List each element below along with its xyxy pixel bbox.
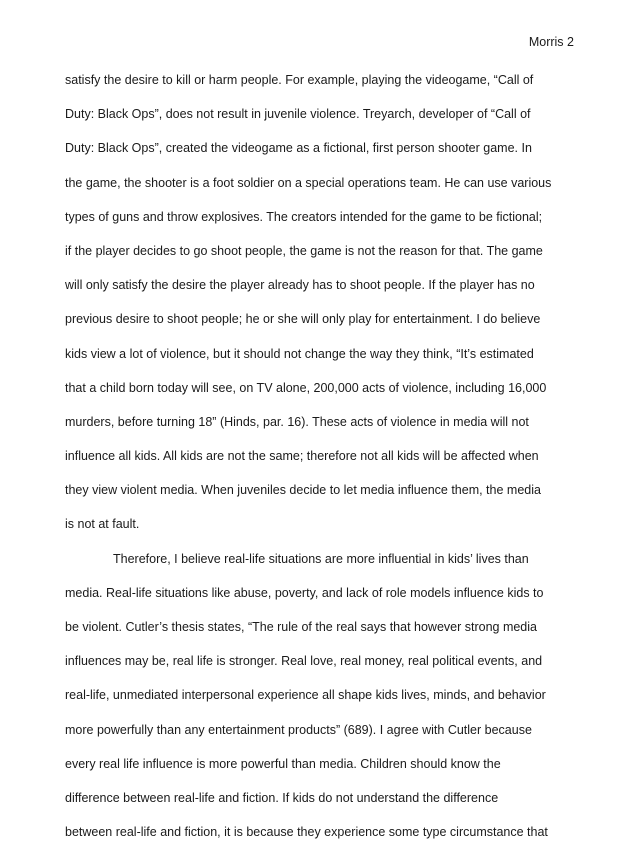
text-line: will only satisfy the desire the player already has to shoot people. If the player has no [65,278,535,293]
text-line: they view violent media. When juveniles decide to let media influence them, the media [65,483,541,498]
text-line: influences may be, real life is stronger. Real love, real money, real political events, and [65,654,543,669]
text-line: types of guns and throw explosives. The creators intended for the game to be fictional; [65,209,543,224]
text-line: influence all kids. All kids are not the same; therefore not all kids will be affected when [65,449,539,464]
text-line: the game, the shooter is a foot soldier on a special operations team. He can use various [65,175,552,190]
text-line: kids view a lot of violence, but it should not change the way they think, “It’s estimated [65,346,534,361]
text-line: is not at fault. [65,517,140,532]
text-line: more powerfully than any entertainment products” (689). I agree with Cutler because [65,722,532,737]
text-line: previous desire to shoot people; he or she will only play for entertainment. I do believe [65,312,541,327]
paragraph-first-line: Therefore, I believe real-life situations are more influential in kids’ lives than [113,551,529,566]
text-line: Duty: Black Ops”, created the videogame as a fictional, first person shooter game. In [65,141,532,156]
text-line: between real-life and fiction, it is because they experience some type circumstance that [65,825,548,840]
running-head: Morris 2 [528,35,574,49]
body-text [65,70,585,856]
text-line: every real life influence is more powerful than media. Children should know the [65,756,501,771]
text-line: that a child born today will see, on TV alone, 200,000 acts of violence, including 16,000 [65,380,547,395]
text-line: if the player decides to go shoot people, the game is not the reason for that. The game [65,243,543,258]
text-line: Duty: Black Ops”, does not result in juvenile violence. Treyarch, developer of “Call of [65,107,531,122]
text-line: be violent. Cutler’s thesis states, “The rule of the real says that however strong media [65,620,537,634]
text-line: media. Real-life situations like abuse, poverty, and lack of role models influence kids to [65,585,544,600]
text-line: satisfy the desire to kill or harm people. For example, playing the videogame, “Call of [65,73,534,87]
text-line: murders, before turning 18” (Hinds, par. 16). These acts of violence in media will not [65,414,529,429]
text-line: difference between real-life and fiction. If kids do not understand the difference [65,790,499,805]
text-line: real-life, unmediated interpersonal experience all shape kids lives, minds, and behavior [65,688,546,703]
